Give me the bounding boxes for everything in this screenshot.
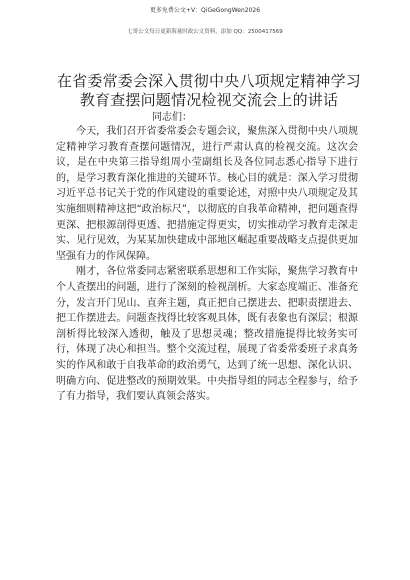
document-title: 在省委常委会深入贯彻中央八项规定精神学习教育查摆问题情况检视交流会上的讲话 (56, 72, 361, 109)
document-body (56, 124, 358, 405)
paragraph-opening: 今天，我们召开省委常委会专题会议，聚焦深入贯彻中央八项规定精神学习教育查摆问题情况，进行严肃认真的检视交流。这次会议，是在中央第三指导组周小莹副组长及各位同志悉心指导下进行的，是学习教育深化推进的关键环节。核心目的就是：深入学习贯彻习近平总书记关于党的作风建设的重要论述，对照中央八项规定及其实施细则精神这把“政治标尺”，以彻底的自我革命精神，把问题查得更深、把根源剖得更透、把措施定得更实，切实推动学习教育走深走实、见行见效，为某某加快建成中部地区崛起重要战略支点提供更加坚强有力的作风保障。 (56, 126, 358, 262)
paragraph-review: 刚才，各位常委同志紧密联系思想和工作实际，聚焦学习教育中个人查摆出的问题，进行了深刻的检视剖析。大家态度端正、准备充分，发言开门见山、直奔主题，真正把自己摆进去、把职责摆进去、把工作摆进去。问题查找得比较客观具体，既有表象也有深层；根源剖析得比较深入透彻，触及了思想灵魂；整改措施提得比较务实可行，体现了决心和担当。整个交流过程，展现了省委常委班子求真务实的作风和敢于自我革命的政治勇气，达到了统一思想、深化认识、明确方向、促进整改的预期效果。中央指导组的同志全程参与，给予了有力指导，我们要认真领会落实。 (56, 266, 358, 403)
salutation: 同志们： (152, 112, 192, 123)
header-sub-line: 七哥公文每日更新海量时政公文资料，添加 QQ：2500417569 (127, 29, 283, 35)
header-top-line: 更多免费公文+V：QiGeGongWen2026 (149, 7, 261, 14)
